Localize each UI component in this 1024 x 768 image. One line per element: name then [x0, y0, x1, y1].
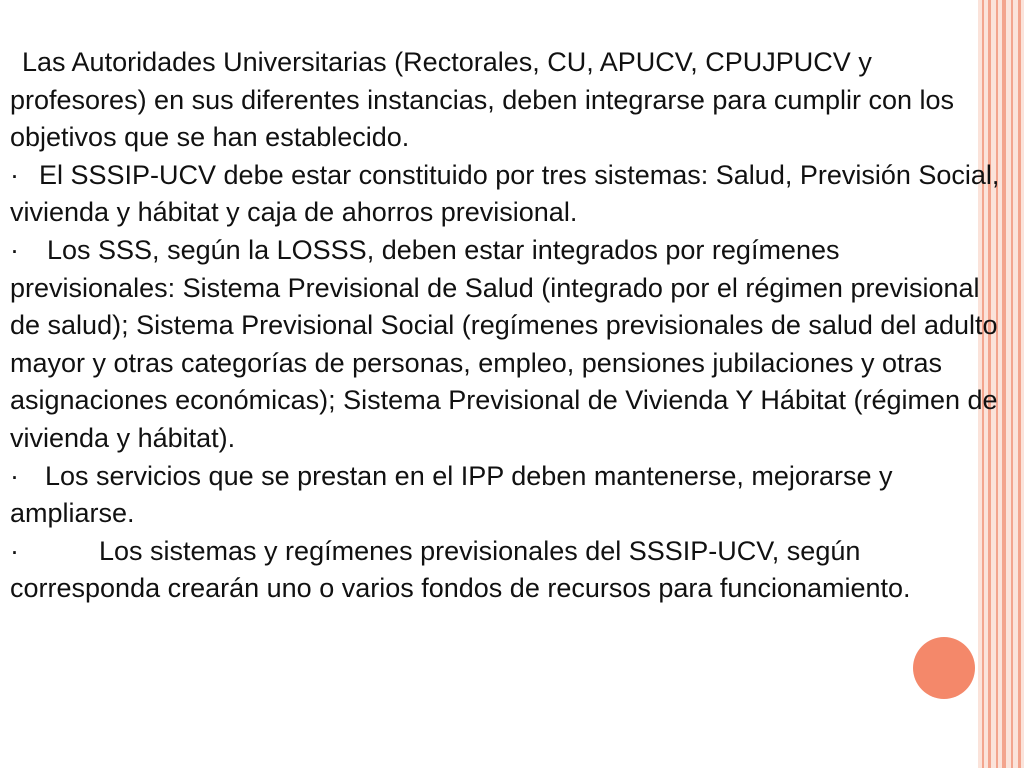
- bullet-icon: ·: [10, 460, 19, 491]
- slide-body-text: [10, 44, 1010, 608]
- bullet-icon: ·: [10, 159, 19, 190]
- bullet-paragraph: [10, 232, 1010, 458]
- paragraph-text: Las Autoridades Universitarias (Rectorales, CU, APUCV, CPUJPUCV y profesores) en sus diferentes instancias, deben integrarse para cumplir con los objetivos que se han establecido.: [10, 47, 954, 153]
- paragraph-text: Los servicios que se prestan en el IPP deben mantenerse, mejorarse y ampliarse.: [10, 460, 893, 529]
- bullet-icon: ·: [10, 234, 19, 265]
- paragraph-text: Los sistemas y regímenes previsionales del SSSIP-UCV, según corresponda crearán uno o varios fondos de recursos para funcionamiento.: [10, 535, 911, 604]
- paragraph-text: El SSSIP-UCV debe estar constituido por tres sistemas: Salud, Previsión Social, vivienda y hábitat y caja de ahorros previsional.: [10, 159, 1000, 228]
- stripe-line: [1011, 0, 1013, 768]
- paragraph: [10, 44, 1010, 157]
- bullet-paragraph: [10, 533, 1010, 608]
- stripe-line: [1018, 0, 1021, 768]
- bullet-icon: ·: [10, 535, 19, 566]
- bullet-paragraph: [10, 458, 1010, 533]
- accent-circle: [913, 637, 975, 699]
- paragraph-text: Los SSS, según la LOSSS, deben estar integrados por regímenes previsionales: Sistema Previsional de Salud (integrado por el régimen previsional de salud); Sistema Previsional Social (regímenes previsionales de salud del adulto mayor y otras categorías de personas, empleo, pensiones jubilaciones y otras asignaciones económicas); Sistema Previsional de Vivienda Y Hábitat (régimen de vivienda y hábitat).: [10, 234, 998, 453]
- bullet-paragraph: [10, 157, 1010, 232]
